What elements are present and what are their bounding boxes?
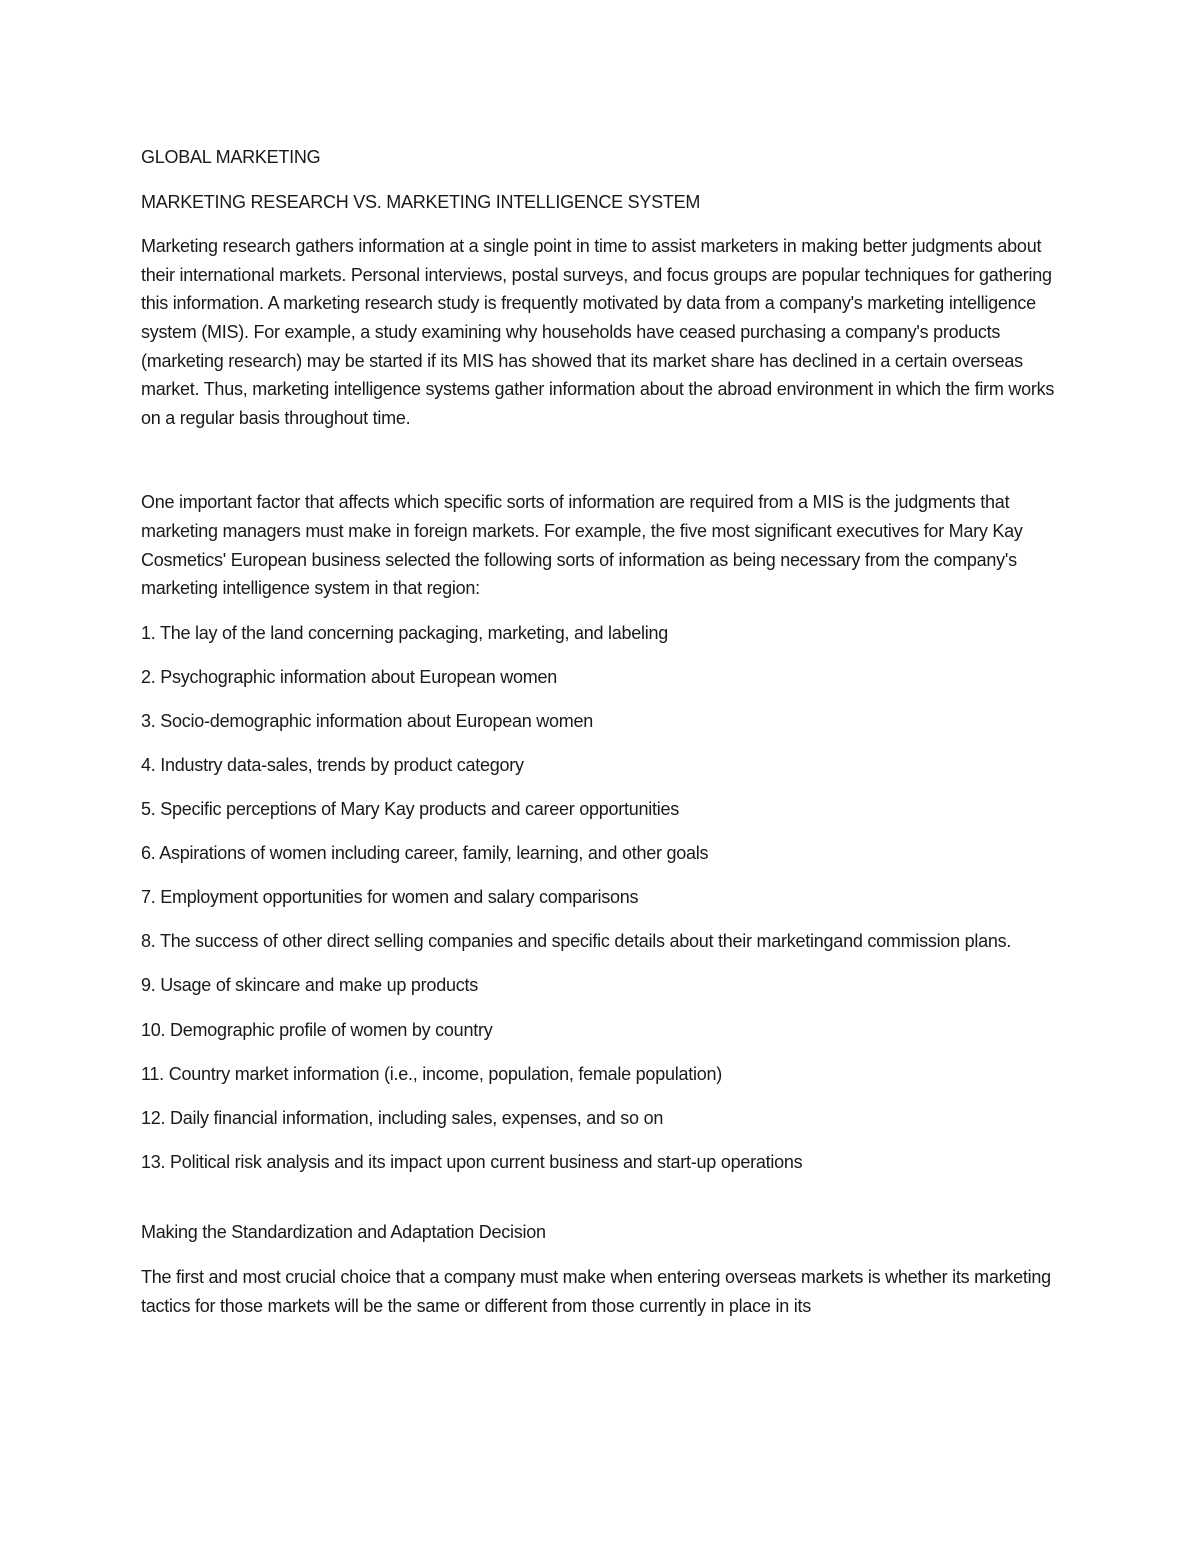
list-item: 8. The success of other direct selling companies and specific details about their marketingand commission plans. <box>141 931 1012 952</box>
list-item: 9. Usage of skincare and make up products <box>141 975 478 996</box>
list-item: 2. Psychographic information about European women <box>141 666 558 687</box>
document-body <box>141 143 1066 1336</box>
paragraph-mis-factors: One important factor that affects which specific sorts of information are required from a MIS is the judgments that marketing managers must make in foreign markets. For example, the five most significant executives for Mary Kay Cosmetics' European business selected the following sorts of information as being necessary from the company's marketing intelligence system in that region: <box>141 492 1023 599</box>
list-item: 11. Country market information (i.e., income, population, female population) <box>141 1063 722 1084</box>
section-heading: MARKETING RESEARCH VS. MARKETING INTELLIGENCE SYSTEM <box>141 191 701 212</box>
paragraph-intro: Marketing research gathers information at a single point in time to assist marketers in making better judgments about their international markets. Personal interviews, postal surveys, and focus groups are popular techniques for gathering this information. A marketing research study is frequently motivated by data from a company's marketing intelligence system (MIS). For example, a study examining why households have ceased purchasing a company's products (marketing research) may be started if its MIS has showed that its market share has declined in a certain overseas market. Thus, marketing intelligence systems gather information about the abroad environment in which the firm works on a regular basis throughout time. <box>141 236 1055 428</box>
list-item: 3. Socio-demographic information about European women <box>141 710 594 731</box>
document-title: GLOBAL MARKETING <box>141 147 321 167</box>
list-item: 1. The lay of the land concerning packaging, marketing, and labeling <box>141 622 669 643</box>
subheading-standardization: Making the Standardization and Adaptation Decision <box>141 1222 546 1243</box>
list-item: 5. Specific perceptions of Mary Kay products and career opportunities <box>141 799 680 820</box>
list-item: 10. Demographic profile of women by country <box>141 1019 493 1040</box>
list-item: 4. Industry data-sales, trends by product category <box>141 755 524 775</box>
list-item: 12. Daily financial information, including sales, expenses, and so on <box>141 1107 664 1128</box>
paragraph-standardization: The first and most crucial choice that a company must make when entering overseas markets is whether its marketing tactics for those markets will be the same or different from those currently in place in its <box>141 1267 1051 1316</box>
list-item: 6. Aspirations of women including career, family, learning, and other goals <box>141 843 709 864</box>
list-item: 13. Political risk analysis and its impact upon current business and start-up operations <box>141 1151 803 1172</box>
list-item: 7. Employment opportunities for women and salary comparisons <box>141 887 639 908</box>
information-list <box>141 619 1066 1177</box>
